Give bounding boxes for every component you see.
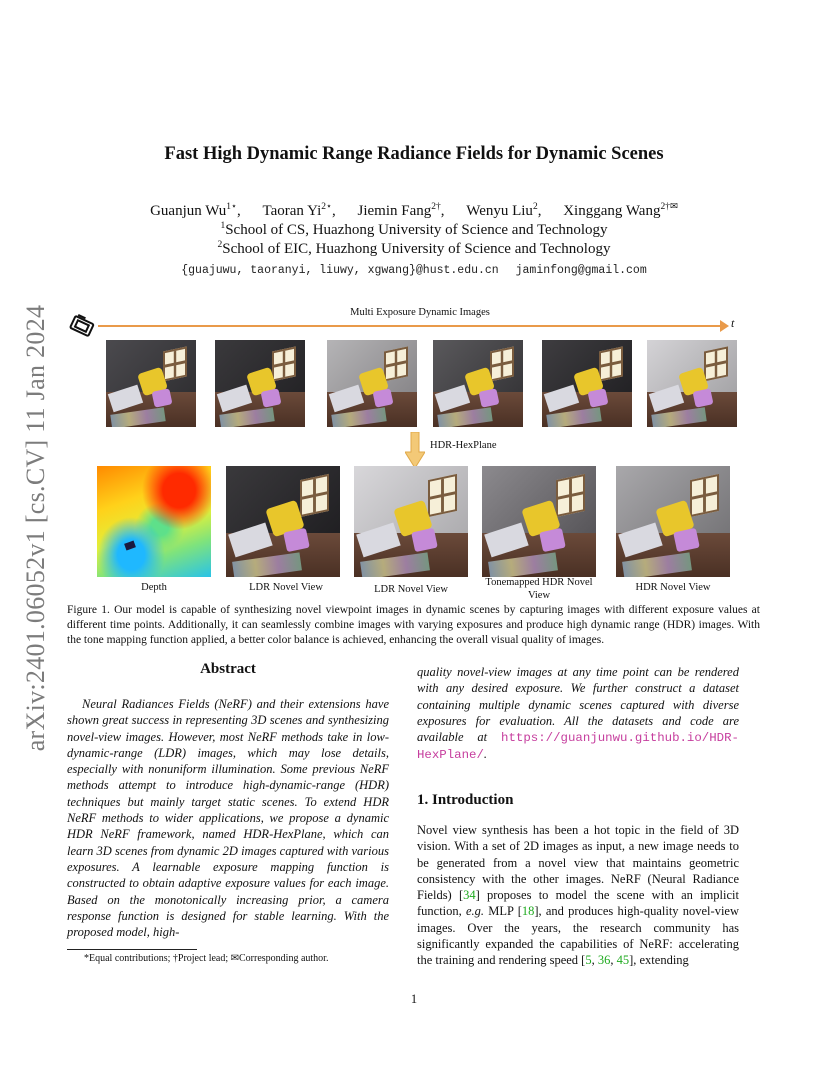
time-axis-arrowhead [720, 320, 729, 332]
section-heading-introduction: 1. Introduction [417, 792, 514, 808]
author: Jiemin Fang$^{2\dagger}$, [357, 202, 445, 219]
time-axis [98, 325, 723, 327]
hdr-hexplane-label: HDR-HexPlane [430, 440, 497, 451]
citation-link[interactable]: 34 [463, 888, 476, 903]
label-ldr-novel-view-2: LDR Novel View [374, 584, 448, 595]
ldr-novel-view-dark-image [226, 466, 340, 577]
label-depth: Depth [141, 582, 167, 593]
tonemapped-hdr-view-image [482, 466, 596, 577]
author: Taoran $Yi^{2⋆}$, [262, 202, 336, 219]
arxiv-identifier-stamp: arXiv:2401.06052v1 [cs.CV] 11 Jan 2024 [21, 304, 50, 752]
abstract-text-right: quality novel-view images at any time point can be rendered with any desired exposure. We further construct a dataset containing multiple dynamic scenes captured with diverse exposures for evaluation. All the datasets and code are available at https://guanjunwu.github.io/HDR-HexPlane/. [417, 665, 739, 763]
email-single[interactable]: jaminfong@gmail.com [515, 264, 647, 277]
input-image-exposure-2 [215, 340, 305, 427]
label-ldr-novel-view-1: LDR Novel View [249, 582, 323, 593]
time-label: t [731, 316, 735, 330]
author: Guanjun $Wu^{1⋆}$, [150, 202, 241, 219]
author: Xinggang Wang$^{2\dagger✉}$ [563, 202, 678, 219]
abstract-heading: Abstract [200, 661, 256, 677]
citation-link[interactable]: 18 [521, 904, 535, 919]
depth-map-image [97, 466, 211, 577]
input-image-exposure-5 [542, 340, 632, 427]
input-image-exposure-6 [647, 340, 737, 427]
down-arrow-icon [405, 432, 425, 468]
hdr-novel-view-image [616, 466, 730, 577]
citation-link[interactable]: 45 [616, 953, 630, 968]
author-list [0, 203, 828, 220]
author-emails [0, 264, 828, 277]
citation-link[interactable]: 5 [585, 953, 592, 968]
camera-icon [68, 312, 98, 340]
ldr-novel-view-bright-image [354, 466, 468, 577]
footnote-divider [67, 949, 197, 950]
footnote: *Equal contributions; †Project lead; ✉Corresponding author. [84, 953, 329, 964]
author: Wenyu Liu$^2$, [466, 202, 542, 219]
paper-title: Fast High Dynamic Range Radiance Fields for Dynamic Scenes [164, 144, 664, 164]
email-group[interactable]: {guajuwu, taoranyi, liuwy, xgwang}@hust.edu.cn [181, 264, 499, 277]
figure-caption: Figure 1. Our model is capable of synthesizing novel viewpoint images in dynamic scenes by capturing images with different exposure values at different time points. Additionally, it can seamlessly combine images with varying exposures and produce high dynamic range (HDR) images. With the tone mapping function applied, a better color balance is achieved, enhancing the overall visual quality of images. [67, 604, 760, 646]
input-image-exposure-4 [433, 340, 523, 427]
abstract-text-left: Neural Radiances Fields (NeRF) and their extensions have shown great success in representing 3D scenes and synthesizing novel-view images. However, most NeRF methods take in low-dynamic-range (LDR) images, which may lose details, especially with nonuniform illumination. Some previous NeRF methods attempt to introduce high-dynamic-range (HDR) techniques but mainly target static scenes. To extend HDR NeRF methods to wider applications, we propose a dynamic HDR NeRF framework, named HDR-HexPlane, which can learn 3D scenes from dynamic 2D images captured with various exposures. A learnable exposure mapping function is constructed to obtain adaptive exposure values for each image. Based on the monotonically increasing prior, a camera response function is designed for stable learning. With the proposed model, high- [67, 697, 389, 940]
project-link[interactable]: https://guanjunwu.github.io/HDR-HexPlane/ [417, 731, 739, 763]
label-tonemapped-hdr: Tonemapped HDR Novel View [485, 577, 593, 601]
affiliation-2: $^2$School of EIC, Huazhong University of Science and Technology [217, 240, 611, 257]
label-hdr-novel-view: HDR Novel View [635, 582, 711, 593]
affiliation-1: $^1$School of CS, Huazhong University of Science and Technology [220, 221, 608, 238]
input-image-exposure-1 [106, 340, 196, 427]
introduction-paragraph: Novel view synthesis has been a hot topic in the field of 3D vision. With a set of 2D images as input, a new image needs to be generated from a novel view that maintains geometric consistency with the other images. NeRF (Neural Radiance Fields) [34] proposes to model the scene with an implicit function, e.g. MLP [18], and produces high-quality novel-view images. Over the years, the research community has significantly expanded the capabilities of NeRF: accelerating the training and rendering speed [5, 36, 45], extending [417, 823, 739, 968]
figure-top-label: Multi Exposure Dynamic Images [350, 307, 490, 318]
citation-link[interactable]: 36 [597, 953, 611, 968]
input-image-exposure-3 [327, 340, 417, 427]
page-number: 1 [410, 992, 418, 1006]
